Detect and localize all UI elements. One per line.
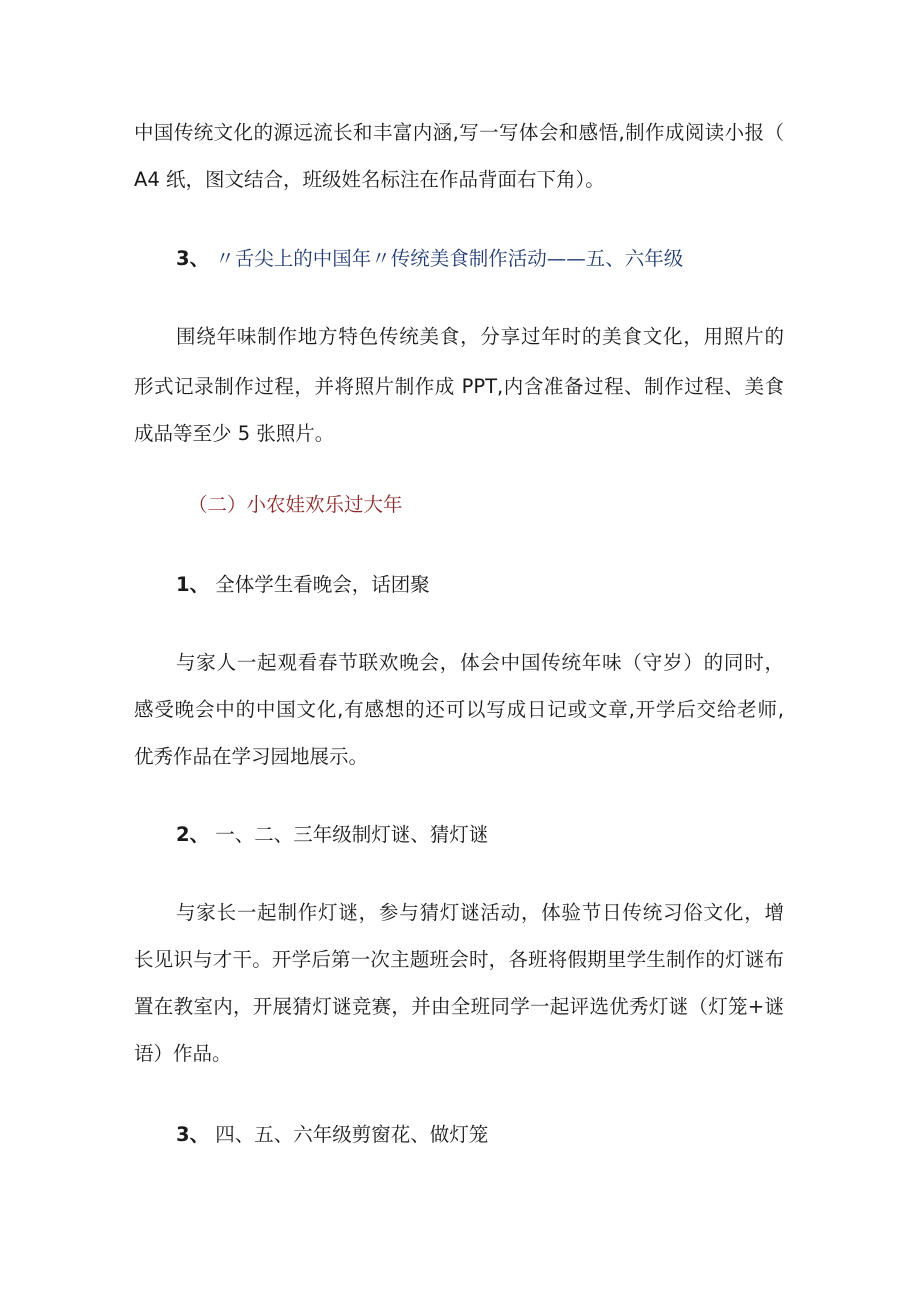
heading-paper — [176, 1122, 784, 1148]
gala-line-3: 优秀作品在学习园地展示。 — [134, 745, 369, 768]
food-line-3: 成品等至少 5 张照片。 — [134, 422, 335, 445]
gala-line-2: 感受晚会中的中国文化,有感想的还可以写成日记或文章,开学后交给老师, — [134, 698, 784, 721]
heading-gala-number: 1、 — [176, 573, 210, 596]
intro-line-1: 中国传统文化的源远流长和丰富内涵,写一写体会和感悟,制作成阅读小报（ — [134, 121, 784, 144]
heading-gala — [176, 572, 784, 598]
heading-riddle — [176, 822, 784, 848]
food-line-1: 围绕年味制作地方特色传统美食，分享过年时的美食文化，用照片的 — [176, 325, 784, 348]
riddle-line-1: 与家长一起制作灯谜，参与猜灯谜活动，体验节日传统习俗文化，增 — [176, 901, 784, 924]
heading-food-number: 3、 — [176, 247, 210, 270]
food-line-2: 形式记录制作过程，并将照片制作成 PPT,内含准备过程、制作过程、美食 — [134, 375, 784, 398]
heading-food-text: 〃舌尖上的中国年〃传统美食制作活动——五、六年级 — [215, 247, 684, 270]
heading-food — [176, 246, 784, 272]
gala-line-1: 与家人一起观看春节联欢晚会，体会中国传统年味（守岁）的同时， — [176, 651, 784, 674]
heading-paper-number: 3、 — [176, 1123, 210, 1146]
heading-gala-text: 全体学生看晚会，话团聚 — [215, 573, 430, 596]
section-heading: （二）小农娃欢乐过大年 — [188, 493, 403, 516]
riddle-line-3: 置在教室内，开展猜灯谜竞赛，并由全班同学一起评选优秀灯谜（灯笼+谜 — [134, 995, 784, 1018]
riddle-line-2: 长见识与才干。开学后第一次主题班会时，各班将假期里学生制作的灯谜布 — [134, 948, 784, 971]
heading-riddle-number: 2、 — [176, 823, 210, 846]
heading-riddle-text: 一、二、三年级制灯谜、猜灯谜 — [215, 823, 489, 846]
riddle-line-4: 语）作品。 — [134, 1042, 232, 1065]
intro-line-2: A4 纸，图文结合，班级姓名标注在作品背面右下角）。 — [134, 168, 605, 191]
heading-paper-text: 四、五、六年级剪窗花、做灯笼 — [215, 1123, 489, 1146]
